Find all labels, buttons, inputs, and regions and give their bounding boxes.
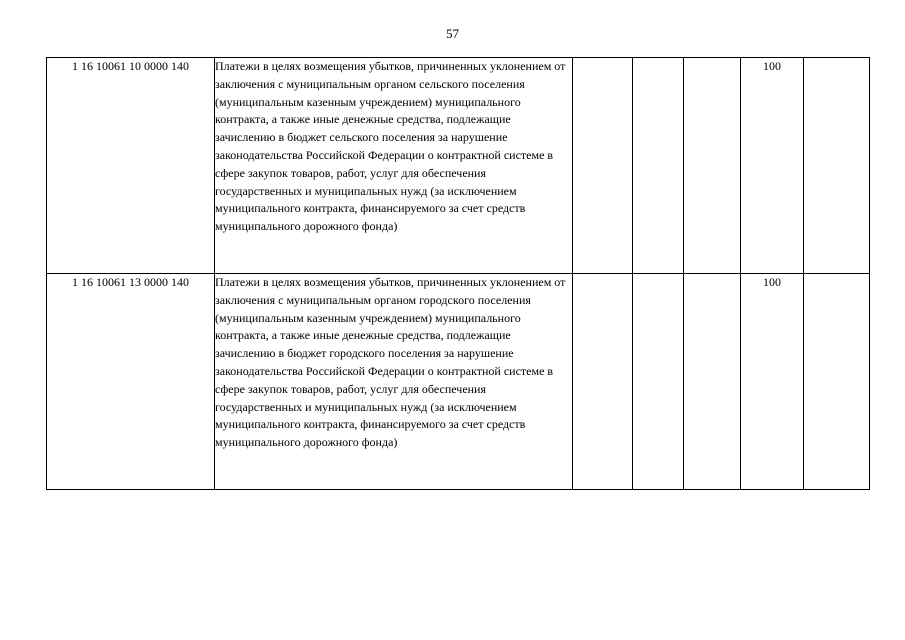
value-cell-col4 bbox=[684, 58, 741, 274]
value-cell-col2 bbox=[573, 274, 633, 490]
value-cell-col3 bbox=[633, 274, 684, 490]
value-cell-col2 bbox=[573, 58, 633, 274]
budget-code-cell: 1 16 10061 10 0000 140 bbox=[47, 58, 215, 274]
budget-table bbox=[46, 57, 870, 490]
budget-code-cell: 1 16 10061 13 0000 140 bbox=[47, 274, 215, 490]
table-row bbox=[47, 274, 870, 490]
value-cell-col3 bbox=[633, 58, 684, 274]
table-row bbox=[47, 58, 870, 274]
description-cell: Платежи в целях возмещения убытков, причиненных уклонением от заключения с муниципальным органом сельского поселения (муниципальным казенным учреждением) муниципального контракта, а также иные денежные средства, подлежащие зачислению в бюджет сельского поселения за нарушение законодательства Российской Федерации о контрактной системе в сфере закупок товаров, работ, услуг для обеспечения государственных и муниципальных нужд (за исключением муниципального контракта, финансируемого за счет средств муниципального дорожного фонда) bbox=[215, 58, 573, 274]
value-cell-col6 bbox=[804, 58, 870, 274]
value-cell-col4 bbox=[684, 274, 741, 490]
value-cell-col5: 100 bbox=[741, 58, 804, 274]
page-number: 57 bbox=[446, 26, 459, 41]
value-cell-col6 bbox=[804, 274, 870, 490]
description-cell: Платежи в целях возмещения убытков, причиненных уклонением от заключения с муниципальным органом городского поселения (муниципальным казенным учреждением) муниципального контракта, а также иные денежные средства, подлежащие зачислению в бюджет городского поселения за нарушение законодательства Российской Федерации о контрактной системе в сфере закупок товаров, работ, услуг для обеспечения государственных и муниципальных нужд (за исключением муниципального контракта, финансируемого за счет средств муниципального дорожного фонда) bbox=[215, 274, 573, 490]
value-cell-col5: 100 bbox=[741, 274, 804, 490]
